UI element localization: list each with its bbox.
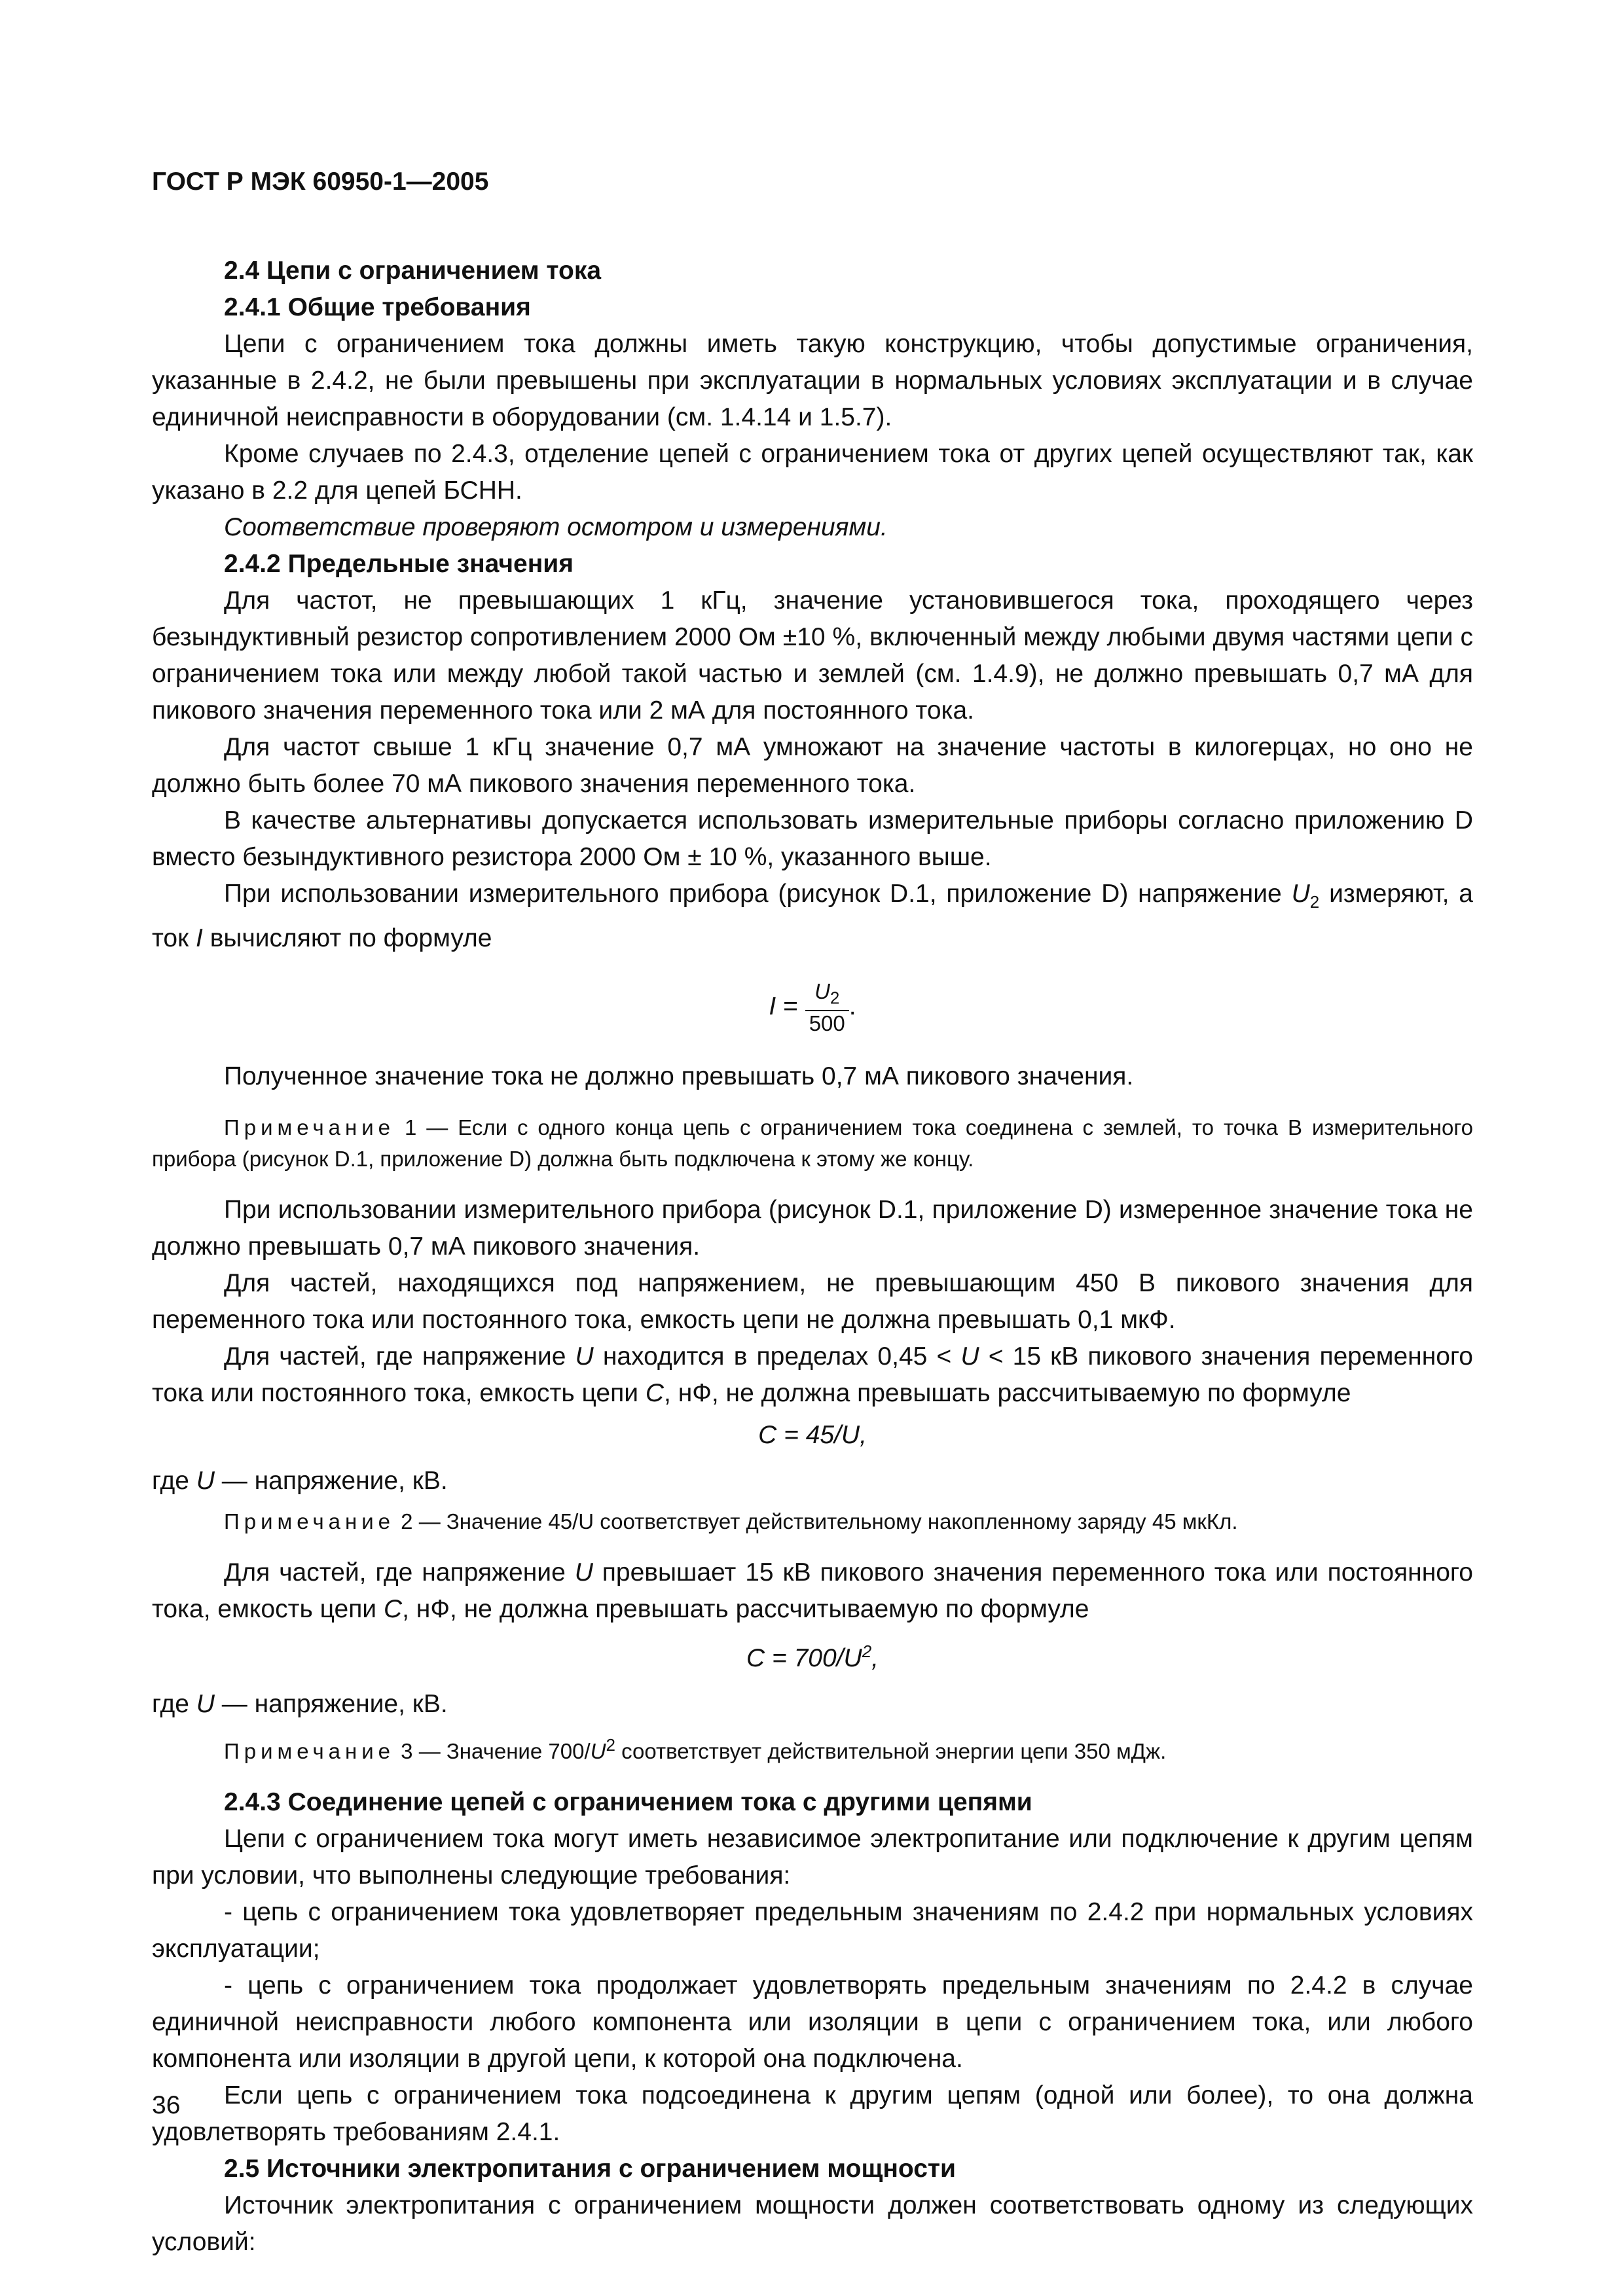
paragraph: При использовании измерительного прибора (рисунок D.1, приложение D) измеренное значение тока не должно превышать 0,7 мА пикового значения. (152, 1196, 1473, 1261)
section-heading-2-5: 2.5 Источники электропитания с ограничением мощности (224, 2155, 956, 2183)
paragraph: Кроме случаев по 2.4.3, отделение цепей с ограничением тока от других цепей осуществляют так, как указано в 2.2 для цепей БСНН. (152, 440, 1473, 505)
page-number: 36 (152, 2091, 181, 2119)
paragraph: Для частот, не превышающих 1 кГц, значение установившегося тока, проходящего через безындуктивный резистор сопротивлением 2000 Ом ±10 %, включенный между любыми двумя частями цепи с ограничением тока или между любой такой частью и землей (см. 1.4.9), не должно превышать 0,7 мА для пикового значения переменного тока или 2 мА для постоянного тока. (152, 586, 1473, 725)
paragraph: Для частей, находящихся под напряжением, не превышающим 450 В пикового значения для переменного тока или постоянного тока, емкость цепи не должна превышать 0,1 мкФ. (152, 1269, 1473, 1335)
formula-capacitance-1: C = 45/U, (758, 1421, 867, 1450)
note-1: Примечание 1 — Если с одного конца цепь с ограничением тока соединена с землей, то точка B измерительного прибора (рисунок D.1, приложение D) должна быть подключена к этому же концу. (152, 1115, 1473, 1172)
section-heading-2-4-1: 2.4.1 Общие требования (224, 293, 531, 321)
list-item: - цепь с ограничением тока удовлетворяет предельным значениям по 2.4.2 при нормальных условиях эксплуатации; (152, 1898, 1473, 1964)
paragraph: Для частей, где напряжение U превышает 15 кВ пикового значения переменного тока или постоянного тока, емкость цепи C, нФ, не должна превышать рассчитываемую по формуле (152, 1558, 1473, 1624)
formula-capacitance-2: $C = 700/U^2$, (746, 1641, 879, 1673)
where-clause: где U — напряжение, кВ. (152, 1690, 448, 1719)
note-3: Примечание 3 — Значение $700/U^2$ соответствует действительной энергии цепи 350 мДж. (224, 1735, 1167, 1764)
compliance-statement: Соответствие проверяют осмотром и измерениями. (224, 513, 888, 541)
paragraph: При использовании измерительного прибора (рисунок D.1, приложение D) напряжение $U_2$ измеряют, а ток I вычисляют по формуле (152, 880, 1473, 952)
formula-current: I = $\frac{U_2}{500}$ . (769, 978, 856, 1036)
section-heading-2-4-3: 2.4.3 Соединение цепей с ограничением тока с другими цепями (224, 1788, 1032, 1817)
paragraph: Цепи с ограничением тока должны иметь такую конструкцию, чтобы допустимые ограничения, указанные в 2.4.2, не были превышены при эксплуатации в нормальных условиях эксплуатации и в случае единичной неисправности в оборудовании (см. 1.4.14 и 1.5.7). (152, 330, 1473, 431)
paragraph: Полученное значение тока не должно превышать 0,7 мА пикового значения. (224, 1062, 1134, 1091)
fraction: $\frac{U_2}{500}$ (805, 979, 849, 1037)
section-heading-2-4: 2.4 Цепи с ограничением тока (224, 257, 602, 285)
paragraph: В качестве альтернативы допускается использовать измерительные приборы согласно приложению D вместо безындуктивного резистора 2000 Ом ± 10 %, указанного выше. (152, 806, 1473, 871)
where-clause: где U — напряжение, кВ. (152, 1467, 448, 1496)
paragraph: Источник электропитания с ограничением мощности должен соответствовать одному из следующих условий: (152, 2191, 1473, 2257)
paragraph: Цепи с ограничением тока могут иметь независимое электропитание или подключение к другим цепям при условии, что выполнены следующие требования: (152, 1825, 1473, 1890)
note-2: Примечание 2 — Значение 45/U соответствует действительному накопленному заряду 45 мкКл. (224, 1509, 1238, 1534)
paragraph: Для частей, где напряжение U находится в пределах 0,45 < U < 15 кВ пикового значения переменного тока или постоянного тока, емкость цепи C, нФ, не должна превышать рассчитываемую по формуле (152, 1342, 1473, 1408)
list-item: - цепь с ограничением тока продолжает удовлетворять предельным значениям по 2.4.2 в случае единичной неисправности любого компонента или изоляции в цепи с ограничением тока, или любого компонента или изоляции в другой цепи, к которой она подключена. (152, 1971, 1473, 2073)
document-page (152, 168, 1473, 2261)
document-header: ГОСТ Р МЭК 60950-1—2005 (152, 168, 489, 196)
paragraph: Для частот свыше 1 кГц значение 0,7 мА умножают на значение частоты в килогерцах, но оно не должно быть более 70 мА пикового значения переменного тока. (152, 733, 1473, 798)
paragraph: Если цепь с ограничением тока подсоединена к другим цепям (одной или более), то она должна удовлетворять требованиям 2.4.1. (152, 2081, 1473, 2147)
section-heading-2-4-2: 2.4.2 Предельные значения (224, 550, 574, 578)
